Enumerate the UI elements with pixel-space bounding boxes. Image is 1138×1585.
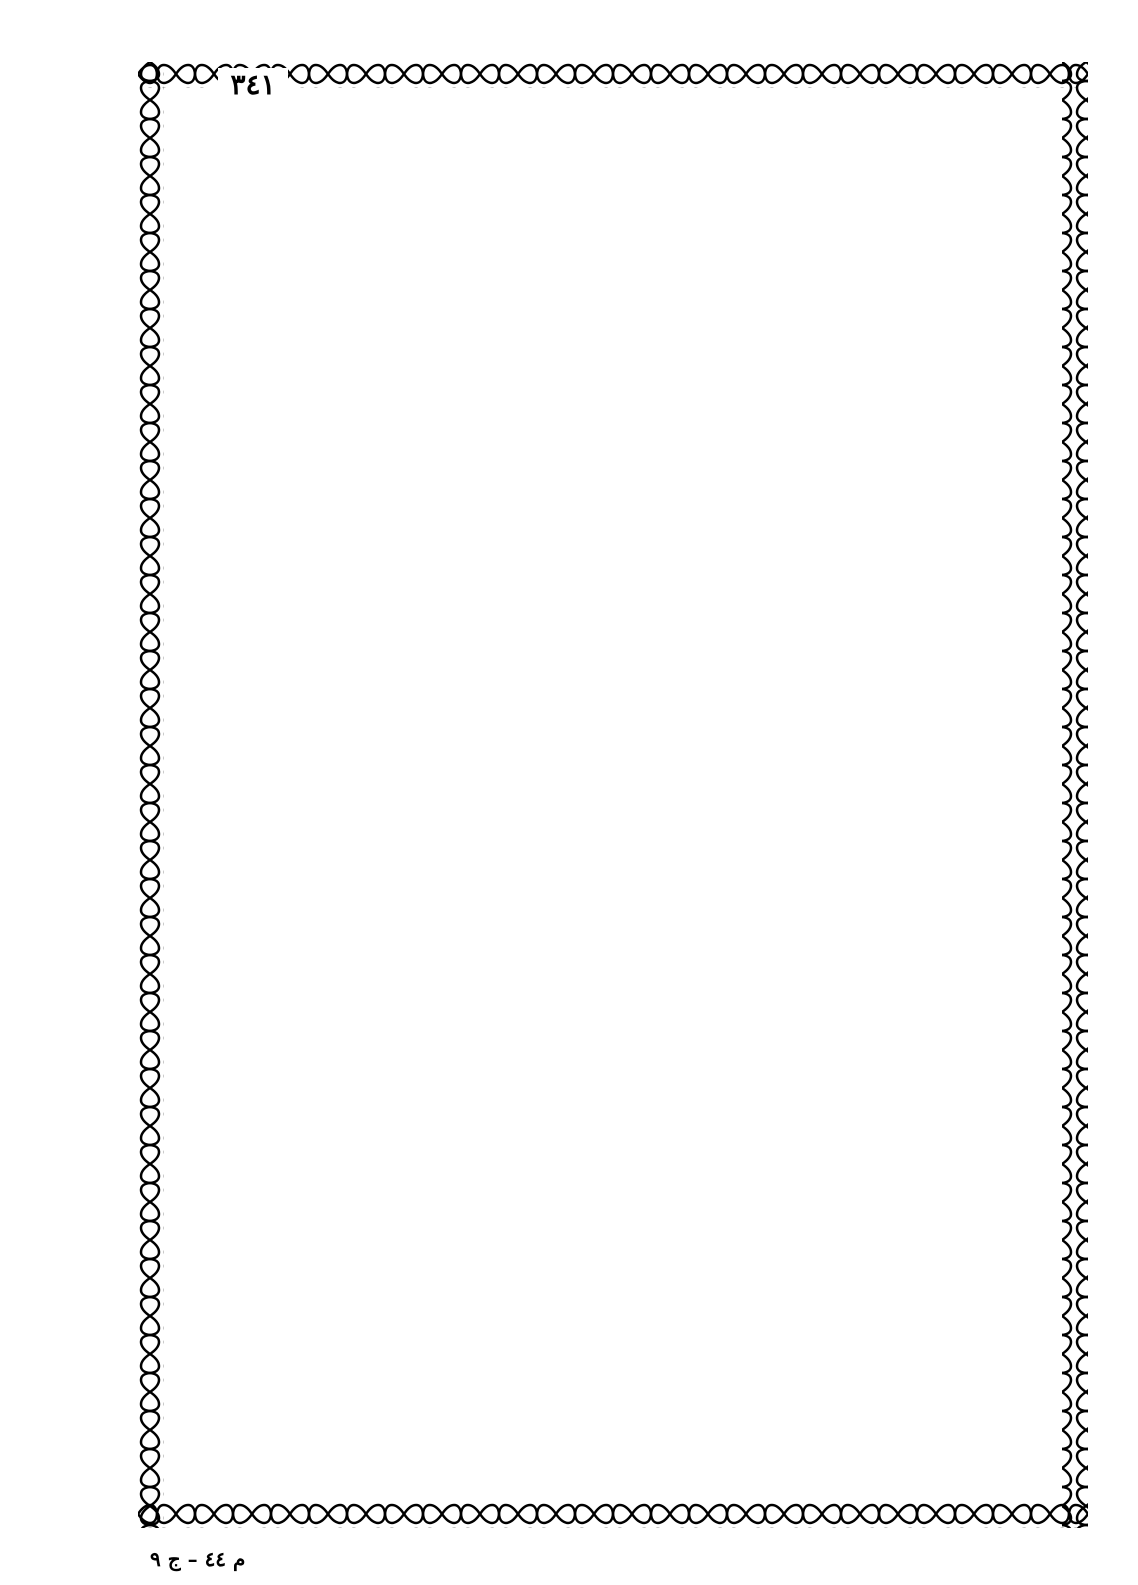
ornamental-border-frame: [138, 62, 1088, 1528]
signature-mark: م ٤٤ – ج ٩: [150, 1547, 246, 1571]
text-body: [184, 128, 1044, 1468]
page-number: ٣٤١: [218, 68, 288, 102]
